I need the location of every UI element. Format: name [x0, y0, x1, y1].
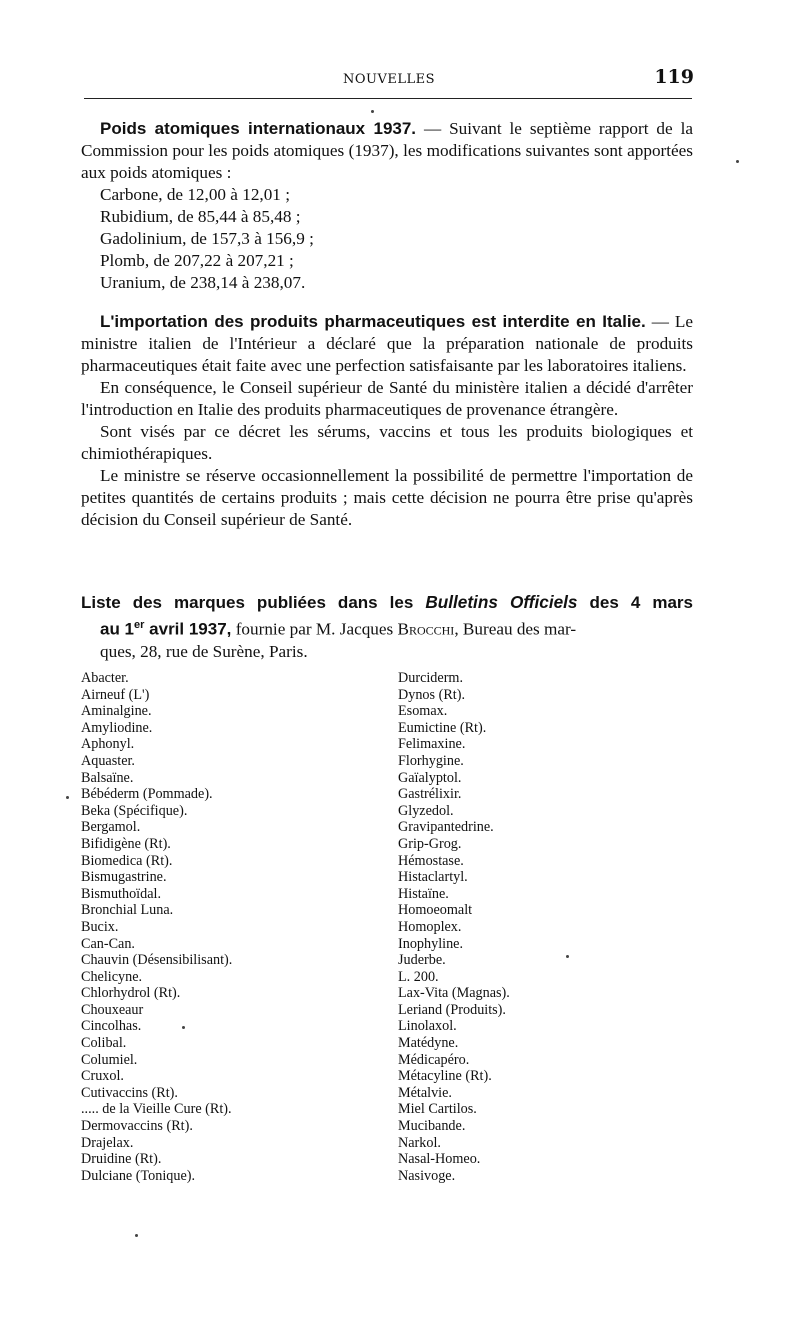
trademark-entry: Bronchial Luna. — [81, 902, 174, 919]
trademark-entry: Narkol. — [398, 1134, 441, 1151]
trademark-entry: Cutivaccins (Rt). — [81, 1084, 178, 1101]
section-trademarks — [81, 591, 693, 663]
trademark-entry: Colibal. — [81, 1035, 127, 1052]
trademark-entry: Biomedica (Rt). — [81, 852, 173, 869]
trademark-entry: Amyliodine. — [81, 719, 153, 736]
trademark-entry: Mucibande. — [398, 1118, 466, 1135]
trademark-entry: Bismugastrine. — [81, 869, 167, 886]
atomic-item: Carbone, de 12,00 à 12,01 ; — [100, 185, 290, 204]
trademark-entry: Druidine (Rt). — [81, 1151, 162, 1168]
scan-speck — [182, 1026, 185, 1029]
trademark-entry: Gastrélixir. — [398, 786, 462, 803]
trademark-entry: Homoplex. — [398, 918, 462, 935]
trademark-entry: Hémostase. — [398, 852, 464, 869]
trademarks-heading-line-3: ques, 28, rue de Surène, Paris. — [100, 641, 308, 661]
atomic-item: Plomb, de 207,22 à 207,21 ; — [100, 251, 294, 270]
trademarks-title-part-1: Liste des marques publiées dans les — [81, 593, 426, 612]
trademark-entry: Cruxol. — [81, 1068, 124, 1085]
trademark-entry: Miel Cartilos. — [398, 1101, 477, 1118]
atomic-item: Rubidium, de 85,44 à 85,48 ; — [100, 207, 301, 226]
trademark-entry: Bucix. — [81, 918, 119, 935]
import-paragraph-4: Le ministre se réserve occasionnellement la possibilité de permettre l'importation de petites quantités de certains produits ; mais cette décision ne pourra être prise qu'après décision du Conseil supérieur de Santé. — [81, 466, 693, 529]
atomic-item: Uranium, de 238,14 à 238,07. — [100, 273, 306, 292]
trademark-entry: Eumictine (Rt). — [398, 719, 487, 736]
trademark-entry: Aquaster. — [81, 752, 135, 769]
import-paragraph-2: En conséquence, le Conseil supérieur de Santé du ministère italien a décidé d'arrêter l'introduction en Italie des produits pharmaceutiques de provenance étrangère. — [81, 378, 693, 419]
trademark-entry: Abacter. — [81, 670, 129, 686]
trademarks-title-part-2: des 4 mars — [577, 593, 693, 612]
trademark-entry: Histaïne. — [398, 885, 449, 902]
import-paragraph-1-text: — Le ministre italien de l'Intérieur a déclaré que la préparation nationale de produits pharmaceutiques était faite avec une perfection satisfaisante par les laboratoires italiens. — [81, 312, 693, 375]
trademark-entry: Chlorhydrol (Rt). — [81, 985, 181, 1002]
atomic-item: Gadolinium, de 157,3 à 156,9 ; — [100, 229, 314, 248]
trademark-entry: Dermovaccins (Rt). — [81, 1118, 193, 1135]
author-name: Brocchi — [397, 619, 455, 639]
scan-speck — [566, 955, 569, 958]
trademark-entry: Florhygine. — [398, 752, 464, 769]
section-import-ban — [81, 311, 693, 531]
trademark-entry: Juderbe. — [398, 952, 446, 969]
scan-speck — [371, 110, 374, 113]
header-rule — [84, 98, 692, 99]
trademark-entry: Inophyline. — [398, 935, 464, 952]
trademark-entry: ..... de la Vieille Cure (Rt). — [81, 1101, 232, 1118]
trademark-entry: Homoeomalt — [398, 902, 473, 919]
trademark-entry: Histaclartyl. — [398, 869, 468, 886]
trademark-entry: Gaïalyptol. — [398, 769, 462, 786]
trademarks-heading-line-1 — [81, 591, 693, 614]
trademark-entry: Chelicyne. — [81, 968, 143, 985]
page-header — [84, 68, 694, 92]
trademark-entry: Chauvin (Désensibilisant). — [81, 952, 233, 969]
trademark-entry: Felimaxine. — [398, 736, 466, 753]
trademarks-right-column — [398, 670, 510, 1184]
trademark-entry: Columiel. — [81, 1051, 138, 1068]
trademark-entry: Dynos (Rt). — [398, 686, 465, 703]
page-number: 119 — [654, 66, 694, 88]
trademark-entry: Médicapéro. — [398, 1051, 470, 1068]
trademark-entry: Aminalgine. — [81, 703, 152, 720]
trademark-entry: Bifidigène (Rt). — [81, 835, 171, 852]
trademark-entry: Glyzedol. — [398, 802, 454, 819]
scan-speck — [736, 160, 739, 163]
atomic-intro-paragraph — [81, 118, 693, 184]
section-atomic-weights — [81, 118, 693, 294]
trademark-entry: Lax-Vita (Magnas). — [398, 985, 510, 1002]
import-section-title: L'importation des produits pharmaceutiques est interdite en Italie. — [100, 312, 646, 331]
trademarks-heading-line-2 — [81, 614, 693, 641]
trademark-entry: Airneuf (L') — [81, 686, 150, 703]
trademarks-title-part-4: avril 1937, — [144, 619, 232, 639]
running-title: NOUVELLES — [342, 72, 436, 87]
trademarks-source-text: fournie par M. Jacques — [231, 619, 398, 639]
bulletins-title: Bulletins Officiels — [425, 592, 578, 612]
import-paragraph-3: Sont visés par ce décret les sérums, vaccins et tous les produits biologiques et chimiothérapiques. — [81, 422, 693, 463]
trademarks-source-end: , Bureau des mar- — [454, 619, 577, 639]
scan-speck — [66, 796, 69, 799]
trademark-entry: Bébéderm (Pommade). — [81, 786, 213, 803]
trademark-entry: Grip-Grog. — [398, 835, 462, 852]
trademarks-left-column — [81, 670, 232, 1184]
trademark-entry: Linolaxol. — [398, 1018, 457, 1035]
trademark-entry: Beka (Spécifique). — [81, 802, 188, 819]
trademark-entry: Can-Can. — [81, 935, 135, 952]
scan-speck — [135, 1234, 138, 1237]
trademark-entry: Leriand (Produits). — [398, 1001, 506, 1018]
trademark-entry: Aphonyl. — [81, 736, 135, 753]
trademark-entry: Bergamol. — [81, 819, 141, 836]
trademark-entry: Nasivoge. — [398, 1167, 456, 1184]
trademarks-title-superscript: er — [134, 619, 145, 631]
import-paragraph-1 — [81, 311, 693, 377]
trademarks-title-part-3: au 1 — [100, 619, 135, 639]
trademark-entry: Chouxeaur — [81, 1001, 144, 1018]
trademark-entry: Gravipantedrine. — [398, 819, 494, 836]
trademark-entry: Durciderm. — [398, 670, 464, 686]
trademark-entry: Bismuthoïdal. — [81, 885, 162, 902]
atomic-intro-dash: — — [416, 119, 450, 138]
trademark-entry: Esomax. — [398, 703, 448, 720]
trademark-entry: Métalvie. — [398, 1084, 452, 1101]
trademark-entry: Balsaïne. — [81, 769, 134, 786]
trademark-entry: Nasal-Homeo. — [398, 1151, 481, 1168]
trademark-entry: Métacyline (Rt). — [398, 1068, 492, 1085]
trademark-entry: Drajelax. — [81, 1134, 134, 1151]
atomic-intro-text: Suivant le septième rapport de la Commission pour les poids atomiques (1937), les modifications suivantes sont apportées aux poids atomiques : — [81, 119, 693, 182]
trademark-entry: L. 200. — [398, 968, 439, 985]
trademark-entry: Cincolhas. — [81, 1018, 142, 1035]
atomic-section-title: Poids atomiques internationaux 1937. — [100, 119, 417, 138]
trademark-entry: Dulciane (Tonique). — [81, 1167, 196, 1184]
trademark-entry: Matédyne. — [398, 1035, 459, 1052]
